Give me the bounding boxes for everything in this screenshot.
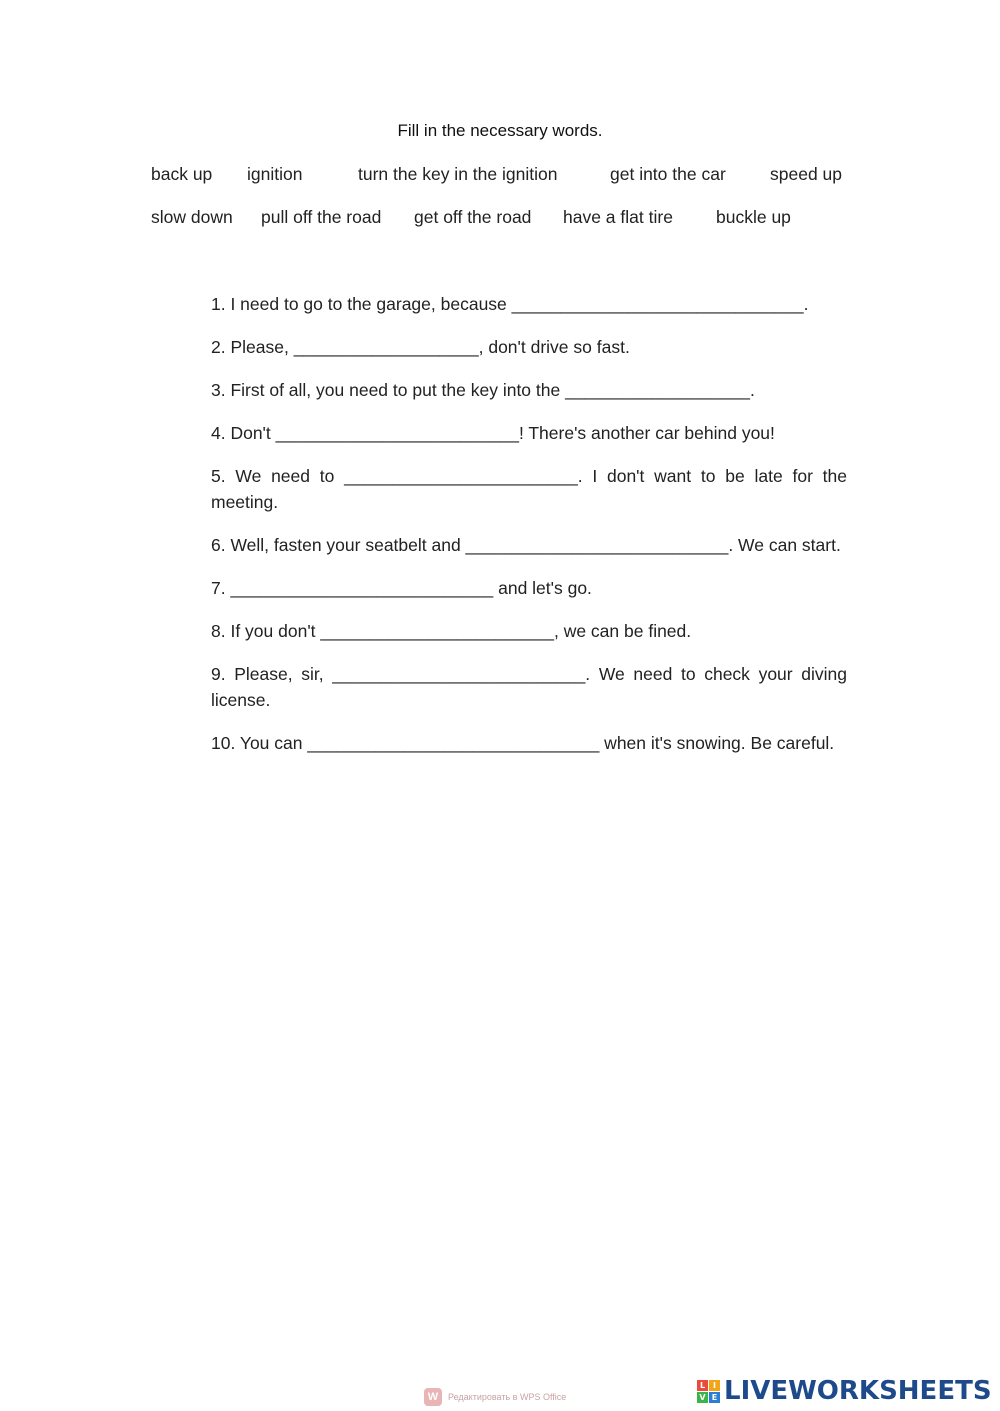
wps-watermark-text: Редактировать в WPS Office <box>448 1392 567 1402</box>
liveworksheets-icon: L I V E <box>697 1380 720 1403</box>
question-3[interactable]: 3. First of all, you need to put the key into the ___________________. <box>211 380 755 400</box>
question-5[interactable]: 5. We need to ________________________. I don't want to be late for the meeting. <box>211 466 847 512</box>
word-bank-item: buckle up <box>716 207 791 227</box>
liveworksheets-logo <box>697 1376 992 1406</box>
word-bank-item: get off the road <box>414 207 532 227</box>
word-bank-item: have a flat tire <box>563 207 673 227</box>
question-6[interactable]: 6. Well, fasten your seatbelt and ___________________________. We can start. <box>211 535 841 555</box>
question-4[interactable]: 4. Don't _________________________! There's another car behind you! <box>211 423 775 443</box>
word-bank-item: turn the key in the ignition <box>358 164 558 184</box>
wps-watermark <box>424 1388 566 1406</box>
question-7[interactable]: 7. ___________________________ and let's go. <box>211 578 592 598</box>
word-bank-item: slow down <box>151 207 233 227</box>
liveworksheets-brand: LIVEWORKSHEETS <box>724 1376 992 1406</box>
question-list <box>211 291 847 773</box>
word-bank-item: pull off the road <box>261 207 382 227</box>
word-bank-item: get into the car <box>610 164 726 184</box>
question-2[interactable]: 2. Please, ___________________, don't drive so fast. <box>211 337 630 357</box>
question-10[interactable]: 10. You can ______________________________ when it's snowing. Be careful. <box>211 733 835 753</box>
word-bank-item: speed up <box>770 164 843 184</box>
question-1[interactable]: 1. I need to go to the garage, because ______________________________. <box>211 294 809 314</box>
wps-logo-icon: W <box>424 1388 442 1406</box>
page-title: Fill in the necessary words. <box>397 121 603 140</box>
word-bank-item: ignition <box>247 164 303 184</box>
question-9[interactable]: 9. Please, sir, __________________________. We need to check your diving license. <box>211 664 847 710</box>
word-bank-item: back up <box>151 164 213 184</box>
question-8[interactable]: 8. If you don't ________________________, we can be fined. <box>211 621 692 641</box>
